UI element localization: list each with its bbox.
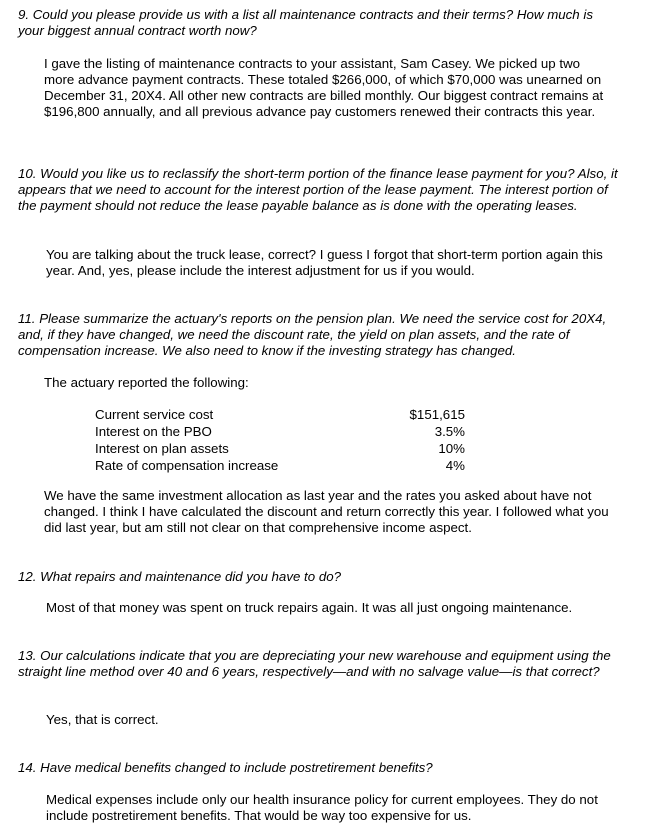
table-value: $151,615 xyxy=(409,407,465,422)
question-12: 12. What repairs and maintenance did you have to do? xyxy=(18,569,342,584)
table-row xyxy=(95,458,465,475)
answer-10: You are talking about the truck lease, correct? I guess I forgot that short-term portion again this year. And, yes, please include the interest adjustment for us if you would. xyxy=(46,247,603,278)
question-9: 9. Could you please provide us with a list all maintenance contracts and their terms? How much is your biggest annual contract worth now? xyxy=(18,7,593,38)
answer-11-intro: The actuary reported the following: xyxy=(44,375,249,390)
answer-13: Yes, that is correct. xyxy=(46,712,159,727)
table-value: 4% xyxy=(445,458,465,473)
question-10: 10. Would you like us to reclassify the short-term portion of the finance lease payment for you? Also, it appears that we need to account for the interest portion of the lease payment. The interest portion of the payment should not reduce the lease payable balance as is done with the operating leases. xyxy=(18,166,618,213)
answer-14: Medical expenses include only our health insurance policy for current employees. They do not include postretirement benefits. That would be way too expensive for us. xyxy=(46,792,598,823)
answer-12: Most of that money was spent on truck repairs again. It was all just ongoing maintenance. xyxy=(46,600,573,615)
table-row xyxy=(95,407,465,424)
table-value: 3.5% xyxy=(434,424,465,439)
question-13: 13. Our calculations indicate that you are depreciating your new warehouse and equipment using the straight line method over 40 and 6 years, respectively—and with no salvage value—is that correct? xyxy=(18,648,611,679)
answer-11-followup: We have the same investment allocation as last year and the rates you asked about have not changed. I think I have calculated the discount and return correctly this year. I followed what you did last year, but am still not clear on that comprehensive income aspect. xyxy=(44,488,609,535)
table-label: Rate of compensation increase xyxy=(95,458,279,473)
actuary-table xyxy=(95,407,465,475)
table-row xyxy=(95,441,465,458)
question-11: 11. Please summarize the actuary's reports on the pension plan. We need the service cost for 20X4, and, if they have changed, we need the discount rate, the yield on plan assets, and the rate of compensation increase. We also need to know if the investing strategy has changed. xyxy=(18,311,607,358)
table-row xyxy=(95,424,465,441)
table-label: Interest on the PBO xyxy=(95,424,212,439)
table-label: Current service cost xyxy=(95,407,214,422)
table-label: Interest on plan assets xyxy=(95,441,229,456)
table-value: 10% xyxy=(438,441,465,456)
question-14: 14. Have medical benefits changed to include postretirement benefits? xyxy=(18,760,433,775)
answer-9: I gave the listing of maintenance contracts to your assistant, Sam Casey. We picked up two more advance payment contracts. These totaled $266,000, of which $70,000 was unearned on December 31, 20X4. All other new contracts are billed monthly. Our biggest contract remains at $196,800 annually, and all previous advance pay customers renewed their contracts this year. xyxy=(44,56,604,119)
